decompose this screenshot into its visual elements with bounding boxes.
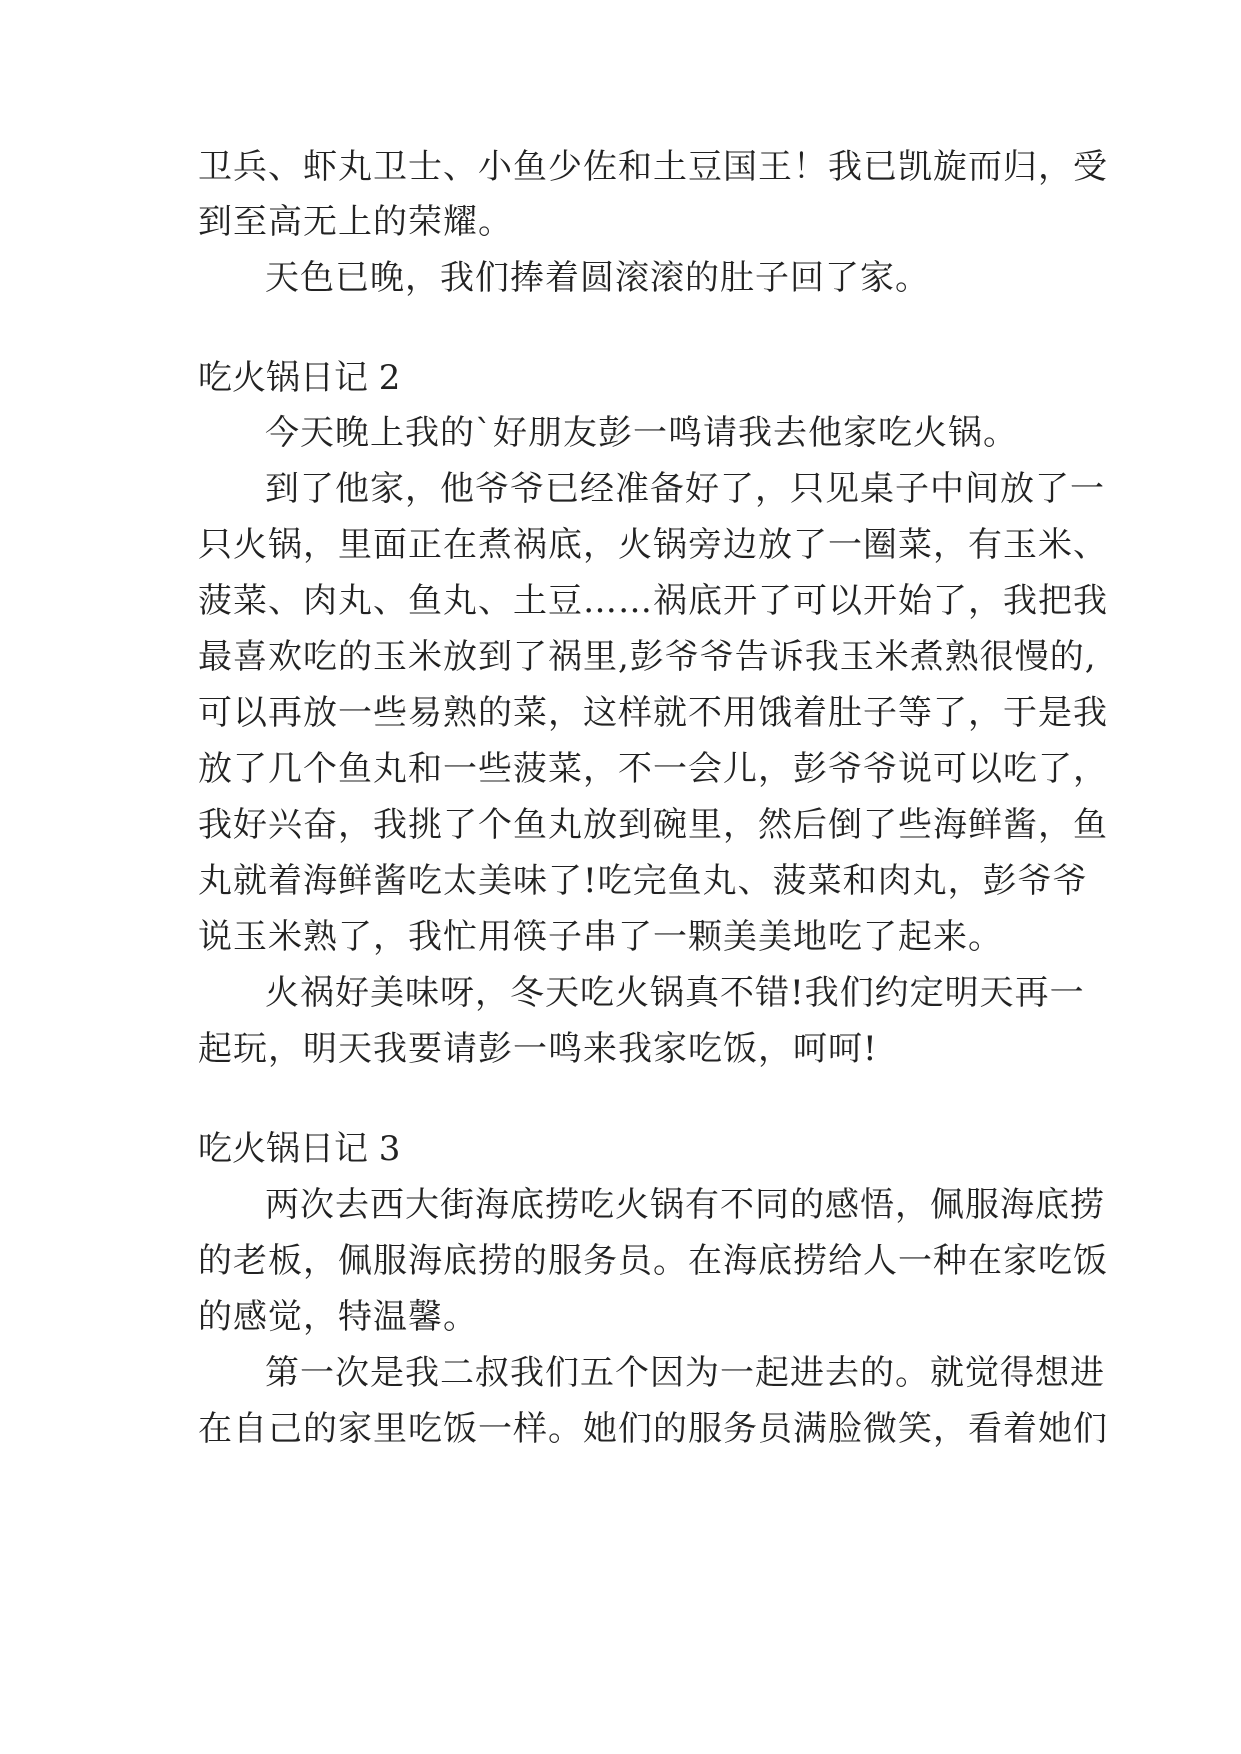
body-line: 丸就着海鲜酱吃太美味了!吃完鱼丸、菠菜和肉丸，彭爷爷 [198, 861, 1088, 901]
body-line: 天色已晚，我们捧着圆滚滚的肚子回了家。 [265, 258, 930, 298]
body-line: 到了他家，他爷爷已经准备好了，只见桌子中间放了一 [265, 469, 1105, 509]
body-line: 到至高无上的荣耀。 [198, 202, 513, 242]
body-line: 可以再放一些易熟的菜，这样就不用饿着肚子等了，于是我 [198, 693, 1108, 733]
body-line: 在自己的家里吃饭一样。她们的服务员满脸微笑，看着她们 [198, 1409, 1108, 1449]
body-line: 只火锅，里面正在煮祸底，火锅旁边放了一圈菜，有玉米、 [198, 525, 1108, 565]
body-line: 起玩，明天我要请彭一鸣来我家吃饭，呵呵! [198, 1029, 878, 1069]
body-line: 两次去西大街海底捞吃火锅有不同的感悟，佩服海底捞 [265, 1185, 1105, 1225]
body-line: 我好兴奋，我挑了个鱼丸放到碗里，然后倒了些海鲜酱，鱼 [198, 805, 1108, 845]
body-line: 最喜欢吃的玉米放到了祸里,彭爷爷告诉我玉米煮熟很慢的, [198, 637, 1097, 677]
body-line: 卫兵、虾丸卫士、小鱼少佐和土豆国王！我已凯旋而归，受 [198, 147, 1108, 187]
body-line: 的感觉，特温馨。 [198, 1297, 478, 1337]
section-heading: 吃火锅日记 3 [198, 1129, 401, 1169]
body-line: 火祸好美味呀，冬天吃火锅真不错!我们约定明天再一 [265, 973, 1085, 1013]
body-line: 的老板，佩服海底捞的服务员。在海底捞给人一种在家吃饭 [198, 1241, 1108, 1281]
section-heading: 吃火锅日记 2 [198, 358, 401, 398]
body-line: 放了几个鱼丸和一些菠菜，不一会儿，彭爷爷说可以吃了， [198, 749, 1108, 789]
body-line: 今天晚上我的`好朋友彭一鸣请我去他家吃火锅。 [265, 413, 1018, 453]
body-line: 菠菜、肉丸、鱼丸、土豆……祸底开了可以开始了，我把我 [198, 581, 1108, 621]
body-line: 第一次是我二叔我们五个因为一起进去的。就觉得想进 [265, 1353, 1105, 1393]
body-line: 说玉米熟了，我忙用筷子串了一颗美美地吃了起来。 [198, 917, 1003, 957]
